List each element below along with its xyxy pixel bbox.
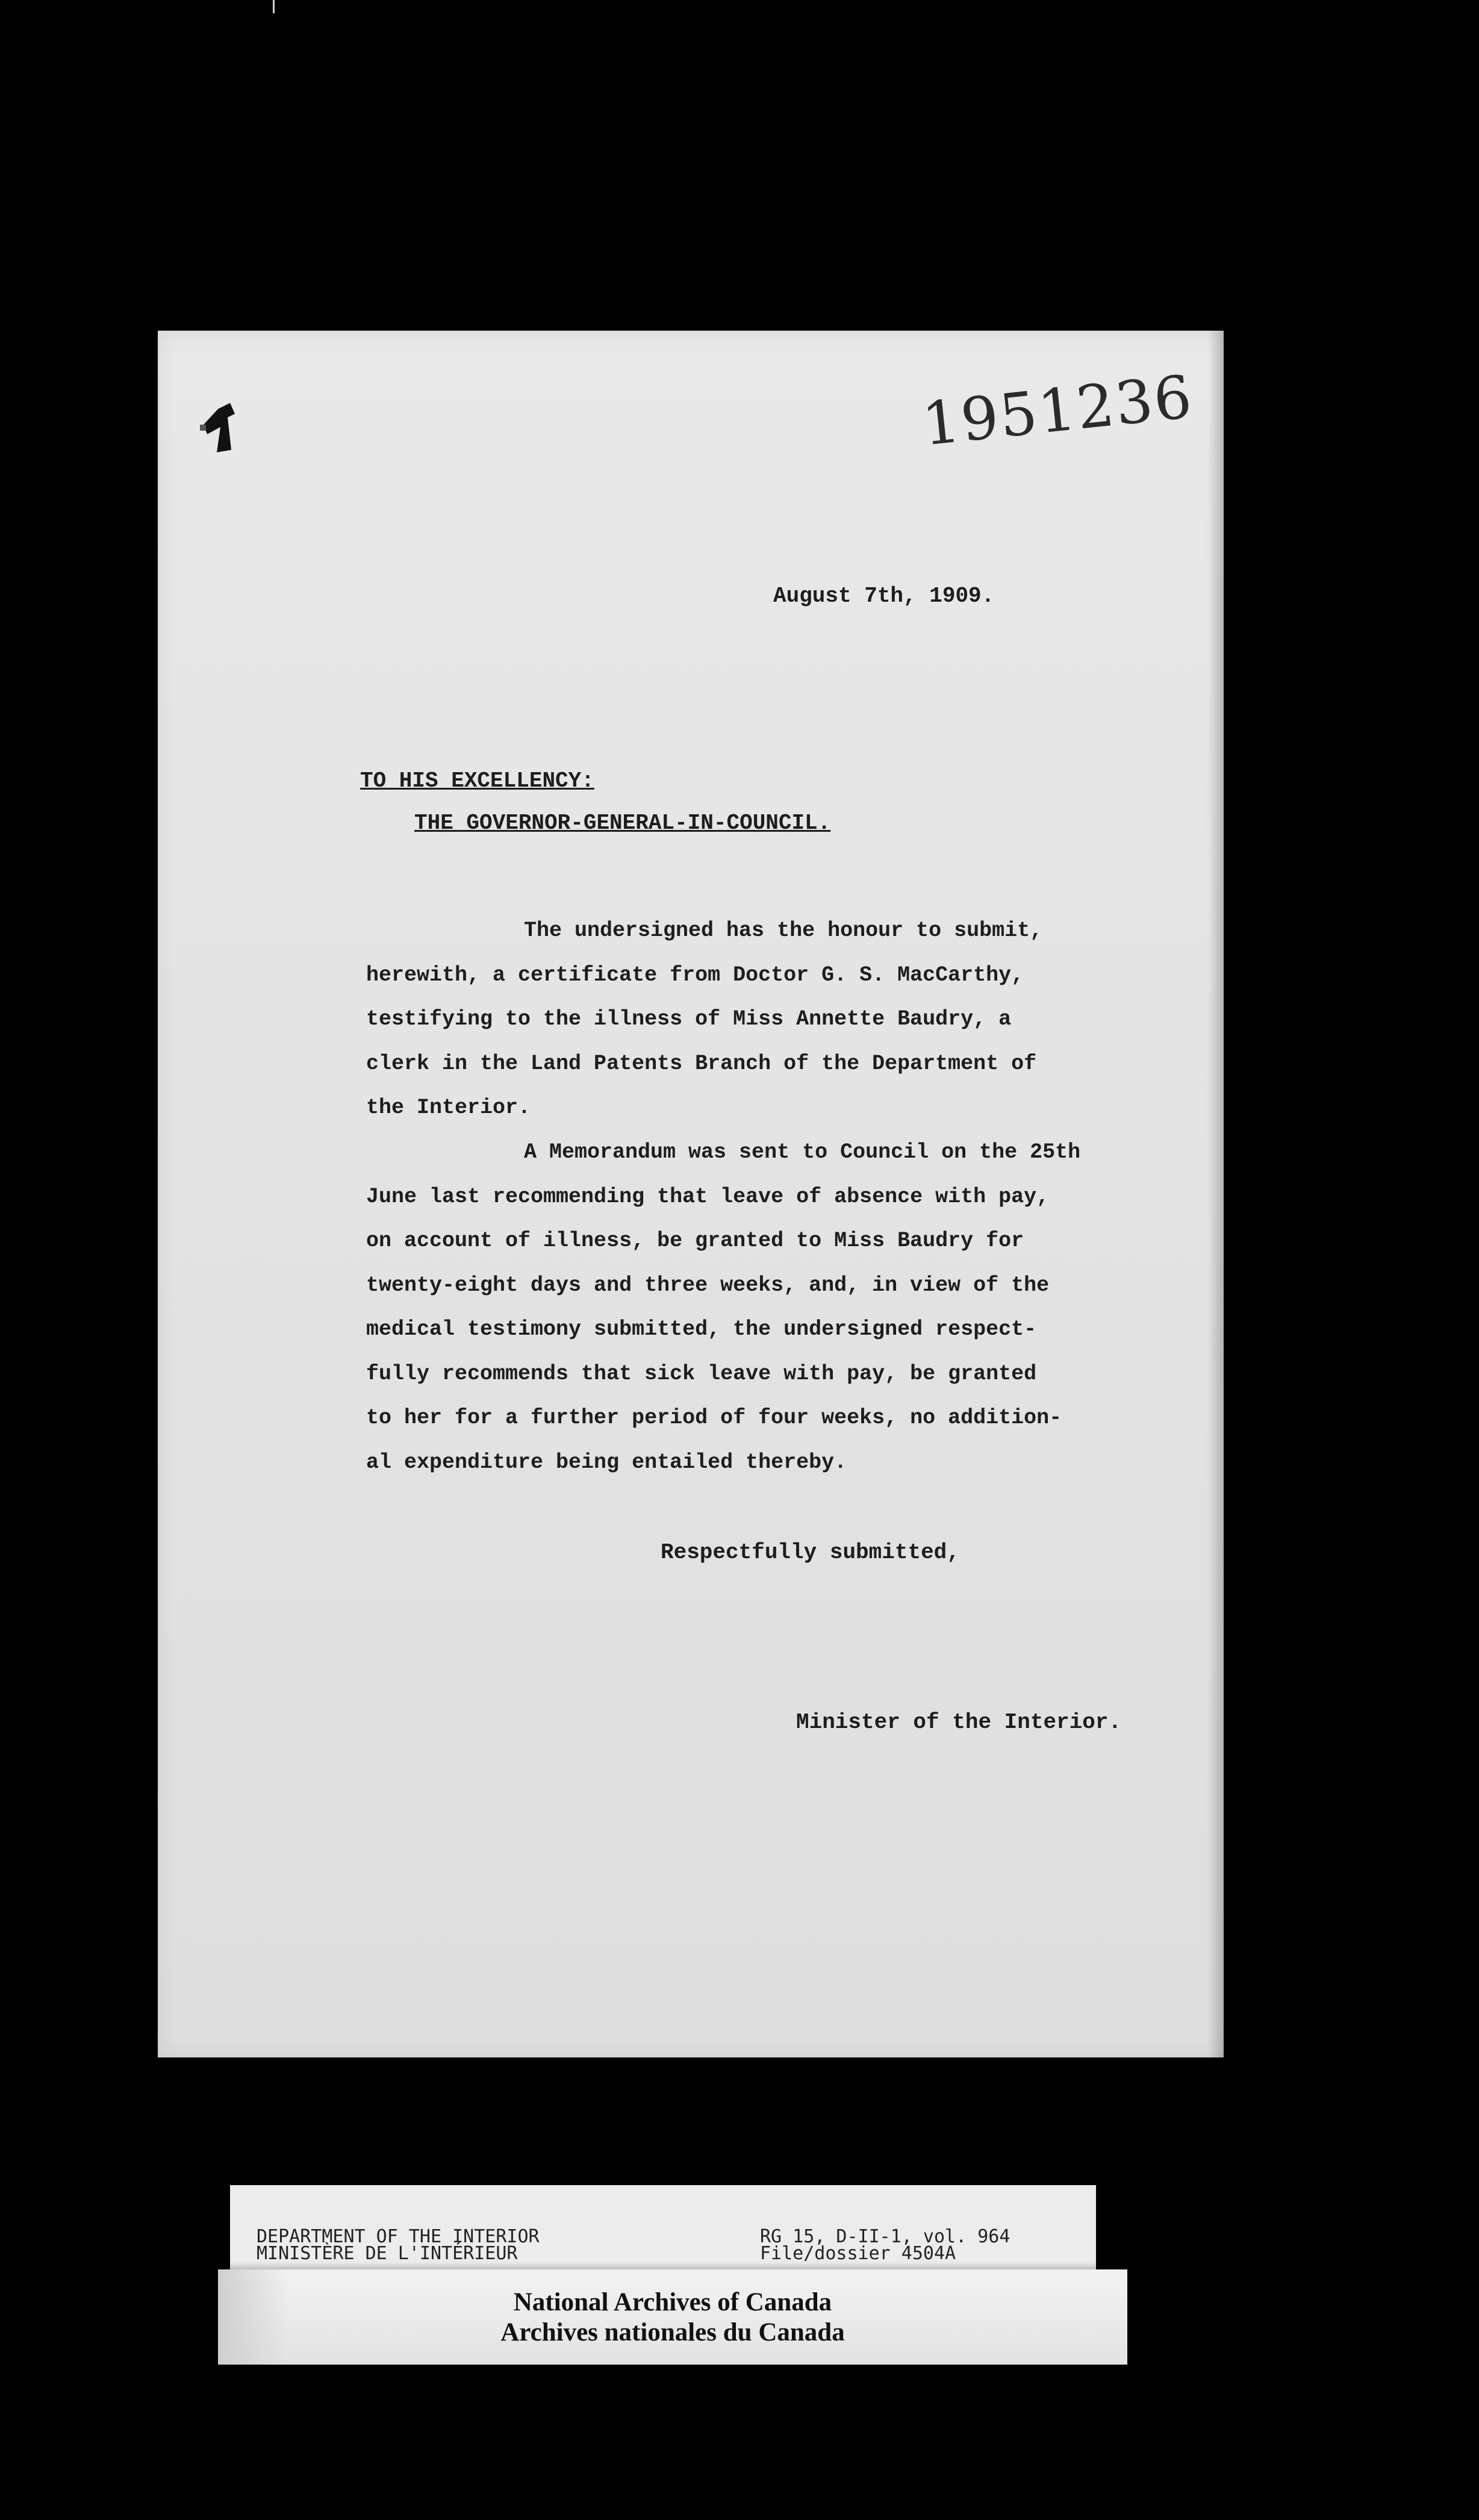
address-line-2: THE GOVERNOR-GENERAL-IN-COUNCIL.	[414, 811, 831, 835]
signatory: Minister of the Interior.	[796, 1710, 1122, 1735]
paragraph-line: The undersigned has the honour to submit,	[524, 918, 1043, 943]
department-en: DEPARTMENT OF THE INTERIOR	[257, 2226, 540, 2247]
paragraph-line: twenty-eight days and three weeks, and, in view of the	[366, 1273, 1050, 1297]
ink-mark-icon	[200, 403, 242, 457]
archives-name-fr: Archives nationales du Canada	[500, 2318, 845, 2347]
record-group-reference: RG 15, D-II-1, vol. 964	[760, 2226, 1010, 2247]
paragraph-line: to her for a further period of four weeks, no addition-	[366, 1406, 1062, 1430]
paragraph-line: June last recommending that leave of absence with pay,	[366, 1184, 1050, 1209]
file-reference: File/dossier 4504A	[760, 2243, 956, 2264]
paragraph-line: fully recommends that sick leave with pay, be granted	[366, 1361, 1037, 1386]
paragraph-line: testifying to the illness of Miss Annette Baudry, a	[366, 1007, 1012, 1031]
department-fr: MINISTÈRE DE L'INTÉRIEUR	[257, 2243, 518, 2264]
stamp-number: 1951236	[919, 363, 1196, 460]
paragraph-line: medical testimony submitted, the undersigned respect-	[366, 1317, 1037, 1341]
document-page	[158, 331, 1224, 2057]
address-line-1: TO HIS EXCELLENCY:	[360, 769, 594, 793]
paragraph-line: on account of illness, be granted to Miss Baudry for	[366, 1229, 1024, 1253]
archive-reference-label	[230, 2185, 1096, 2269]
paragraph-line: the Interior.	[366, 1096, 531, 1120]
paragraph-line: clerk in the Land Patents Branch of the Department of	[366, 1051, 1037, 1076]
closing: Respectfully submitted,	[661, 1540, 960, 1565]
department-names	[257, 2228, 540, 2262]
document-date: August 7th, 1909.	[773, 584, 995, 608]
archives-banner	[218, 2269, 1127, 2365]
film-edge-mark	[273, 0, 275, 13]
paragraph-line: A Memorandum was sent to Council on the 25th	[524, 1140, 1081, 1164]
paragraph-1	[366, 909, 1042, 1131]
paragraph-line: al expenditure being entailed thereby.	[366, 1450, 847, 1474]
archives-name-en: National Archives of Canada	[513, 2288, 832, 2316]
paragraph-line: herewith, a certificate from Doctor G. S. MacCarthy,	[366, 962, 1024, 987]
archives-name	[218, 2288, 1127, 2348]
archive-reference	[760, 2228, 1010, 2262]
paragraph-2	[366, 1131, 1080, 1485]
